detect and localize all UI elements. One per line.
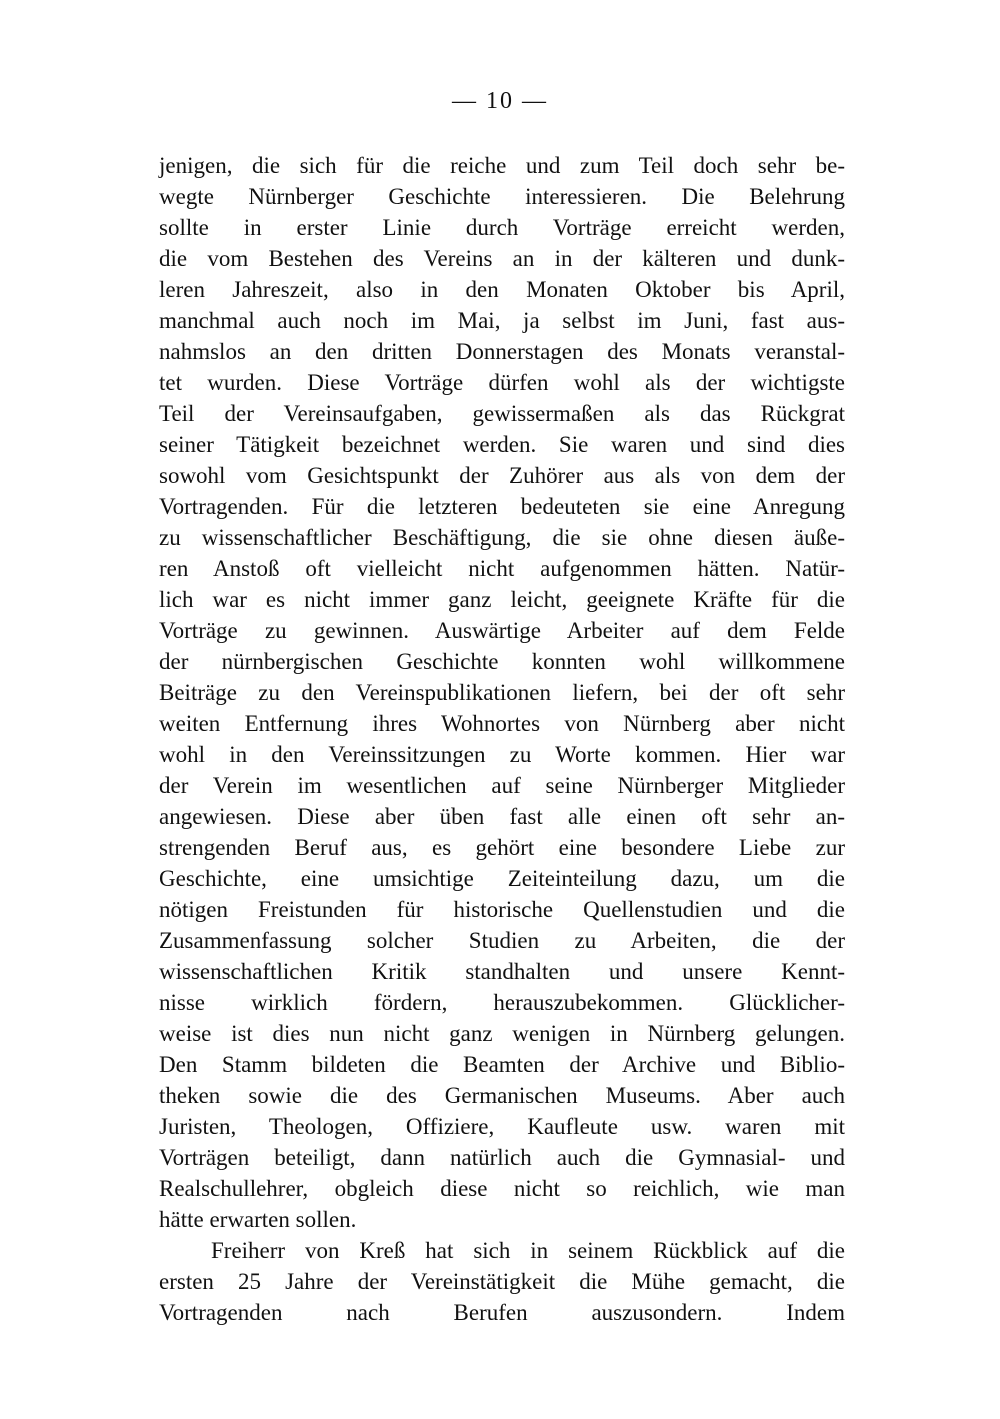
body-text — [159, 150, 845, 1328]
text-line: nötigen Freistunden für historische Quellenstudien und die — [159, 897, 845, 922]
text-line: hätte erwarten sollen. — [159, 1207, 357, 1232]
text-line: sollte in erster Linie durch Vorträge erreicht werden, — [159, 215, 845, 240]
text-line: Realschullehrer, obgleich diese nicht so reichlich, wie man — [159, 1176, 845, 1201]
paragraph-2 — [159, 1235, 845, 1328]
text-line: Vorträgen beteiligt, dann natürlich auch die Gymnasial- und — [159, 1145, 845, 1170]
text-line: tet wurden. Diese Vorträge dürfen wohl als der wichtigste — [159, 370, 845, 395]
text-line: weiten Entfernung ihres Wohnortes von Nürnberg aber nicht — [159, 711, 845, 736]
text-line: wissenschaftlichen Kritik standhalten und unsere Kennt- — [159, 959, 845, 984]
text-line: ersten 25 Jahre der Vereinstätigkeit die Mühe gemacht, die — [159, 1269, 845, 1294]
paragraph-1 — [159, 150, 845, 1235]
text-line: Freiherr von Kreß hat sich in seinem Rückblick auf die — [211, 1238, 845, 1263]
text-line: weise ist dies nun nicht ganz wenigen in Nürnberg gelungen. — [159, 1021, 845, 1046]
text-line: nahmslos an den dritten Donnerstagen des Monats veranstal- — [159, 339, 845, 364]
text-line: der Verein im wesentlichen auf seine Nürnberger Mitglieder — [159, 773, 845, 798]
text-line: Vorträge zu gewinnen. Auswärtige Arbeiter auf dem Felde — [159, 618, 845, 643]
text-line: theken sowie die des Germanischen Museums. Aber auch — [159, 1083, 845, 1108]
text-line: Zusammenfassung solcher Studien zu Arbeiten, die der — [159, 928, 845, 953]
text-line: wohl in den Vereinssitzungen zu Worte kommen. Hier war — [159, 742, 845, 767]
text-line: manchmal auch noch im Mai, ja selbst im Juni, fast aus- — [159, 308, 845, 333]
text-line: zu wissenschaftlicher Beschäftigung, die sie ohne diesen äuße- — [159, 525, 845, 550]
page-number: — 10 — — [452, 88, 548, 114]
text-line: die vom Bestehen des Vereins an in der kälteren und dunk- — [159, 246, 845, 271]
text-line: nisse wirklich fördern, herauszubekommen. Glücklicher- — [159, 990, 845, 1015]
text-line: lich war es nicht immer ganz leicht, geeignete Kräfte für die — [159, 587, 845, 612]
text-line: Vortragenden nach Berufen auszusondern. Indem — [159, 1300, 845, 1325]
text-line: ren Anstoß oft vielleicht nicht aufgenommen hätten. Natür- — [159, 556, 845, 581]
text-line: angewiesen. Diese aber üben fast alle einen oft sehr an- — [159, 804, 845, 829]
text-line: leren Jahreszeit, also in den Monaten Oktober bis April, — [159, 277, 845, 302]
text-line: Vortragenden. Für die letzteren bedeuteten sie eine Anregung — [159, 494, 845, 519]
text-line: der nürnbergischen Geschichte konnten wohl willkommene — [159, 649, 845, 674]
text-line: Den Stamm bildeten die Beamten der Archive und Biblio- — [159, 1052, 845, 1077]
text-line: seiner Tätigkeit bezeichnet werden. Sie waren und sind dies — [159, 432, 845, 457]
text-line: Beiträge zu den Vereinspublikationen liefern, bei der oft sehr — [159, 680, 845, 705]
text-line: sowohl vom Gesichtspunkt der Zuhörer aus als von dem der — [159, 463, 845, 488]
text-line: jenigen, die sich für die reiche und zum Teil doch sehr be- — [159, 153, 845, 178]
text-line: Teil der Vereinsaufgaben, gewissermaßen als das Rückgrat — [159, 401, 845, 426]
text-line: Juristen, Theologen, Offiziere, Kaufleute usw. waren mit — [159, 1114, 845, 1139]
text-line: Geschichte, eine umsichtige Zeiteinteilung dazu, um die — [159, 866, 845, 891]
text-line: strengenden Beruf aus, es gehört eine besondere Liebe zur — [159, 835, 845, 860]
text-line: wegte Nürnberger Geschichte interessieren. Die Belehrung — [159, 184, 845, 209]
